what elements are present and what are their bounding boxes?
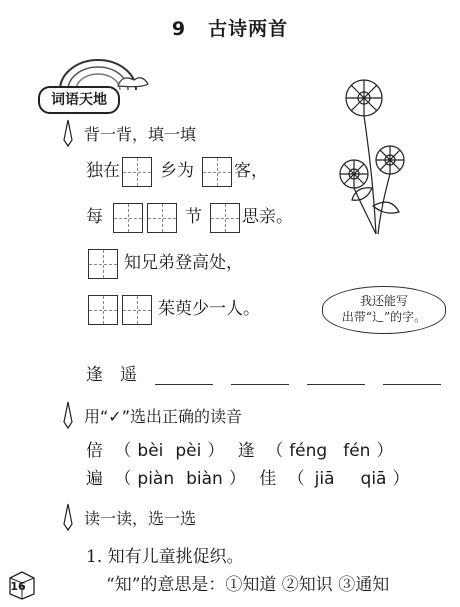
brush-icon [60, 502, 76, 532]
section-pinyin-label: 用“✓”选出正确的读音 [84, 407, 242, 426]
poem-text: 客， [234, 161, 268, 181]
pinyin-row-1: 倍 （ bèi pèi ） 逢 （ féng fén ） [86, 441, 394, 461]
write-blank[interactable] [307, 368, 365, 385]
page-number: 16 [10, 580, 26, 593]
pinyin-option[interactable]: féng [289, 441, 328, 461]
pinyin-option[interactable]: fén [343, 441, 371, 461]
pinyin-option[interactable]: pèi [175, 441, 202, 461]
tianzi-box[interactable] [210, 203, 240, 233]
poem-line-1 [86, 156, 268, 187]
pinyin-option[interactable]: bèi [137, 441, 164, 461]
poem-line-3 [86, 248, 243, 279]
poem-line-2 [86, 202, 293, 233]
question-1-options [106, 570, 389, 595]
section-badge: 词语天地 [38, 86, 120, 114]
question-1: 1. 知有儿童挑促织。 [86, 547, 244, 567]
question-prompt: “知”的意思是： [106, 575, 226, 595]
tianzi-box[interactable] [88, 295, 118, 325]
tianzi-box[interactable] [113, 203, 143, 233]
write-row [86, 360, 441, 385]
lesson-title: 古诗两首 [208, 18, 289, 40]
pinyin-option[interactable]: jiā [314, 469, 335, 489]
lesson-number: 9 [171, 18, 187, 40]
pinyin-char: 逢 [237, 441, 255, 461]
answer-options[interactable]: ①知道 ②知识 ③通知 [225, 575, 390, 595]
tianzi-box[interactable] [147, 203, 177, 233]
page-title [0, 14, 460, 41]
brush-icon [60, 400, 76, 430]
tianzi-box[interactable] [122, 157, 152, 187]
pinyin-char: 遍 [86, 469, 103, 489]
pinyin-option[interactable]: piàn [137, 469, 175, 489]
section-choose-label: 读一读，选一选 [84, 509, 197, 528]
poem-text: 节 [185, 207, 202, 227]
write-blank[interactable] [231, 368, 289, 385]
tianzi-box[interactable] [202, 157, 232, 187]
poem-text: 每 [86, 207, 103, 227]
cloud-text: 出带“辶”的字。 [341, 310, 427, 324]
poem-text: 茱萸少一人。 [158, 299, 260, 319]
brush-icon [60, 118, 76, 148]
pinyin-option[interactable]: qiā [360, 469, 387, 489]
tianzi-box[interactable] [88, 249, 118, 279]
poem-text: 乡为 [160, 161, 194, 181]
poem-text: 独在 [86, 161, 120, 181]
thought-cloud [322, 286, 446, 334]
pinyin-char: 佳 [259, 469, 277, 489]
tianzi-box[interactable] [122, 295, 152, 325]
poem-text: 知兄弟登高处， [124, 253, 243, 273]
pinyin-option[interactable]: biàn [186, 469, 223, 489]
write-blank[interactable] [155, 368, 213, 385]
section-fill-label: 背一背，填一填 [84, 125, 197, 144]
write-chars: 逢 遥 [86, 365, 137, 385]
pinyin-row-2: 遍 （ piàn biàn ） 佳 （ jiā qiā ） [86, 469, 410, 489]
chrysanthemum-icon [318, 76, 430, 238]
pinyin-char: 倍 [86, 441, 103, 461]
write-blank[interactable] [383, 368, 441, 385]
poem-text: 思亲。 [242, 207, 293, 227]
cloud-text: 我还能写 [359, 294, 408, 308]
poem-line-4 [86, 294, 260, 325]
